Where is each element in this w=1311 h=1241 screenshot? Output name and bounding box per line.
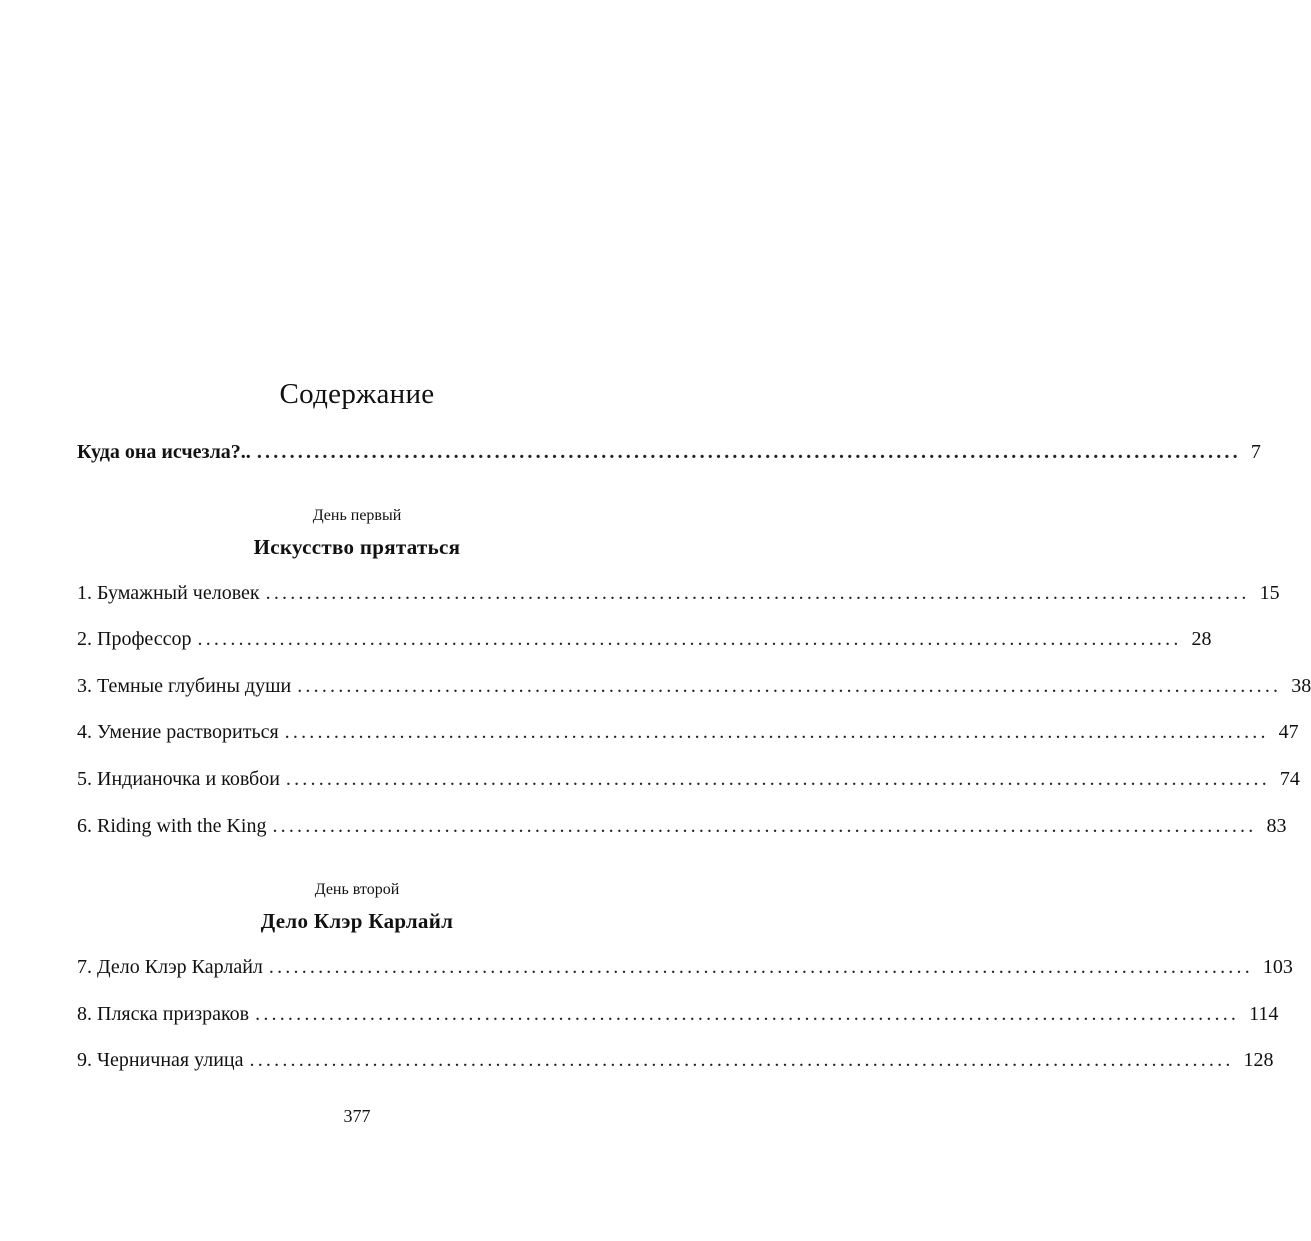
page-number: 377 <box>343 1106 371 1126</box>
toc-entry-title: 1. Бумажный человек <box>77 582 260 604</box>
toc-entry-title: Куда она исчезла?.. <box>77 441 251 463</box>
toc-entry[interactable] <box>77 768 1300 798</box>
toc-entry-page: 128 <box>1243 1049 1274 1071</box>
toc-entry-title: 9. Черничная улица <box>77 1049 244 1071</box>
toc-entry[interactable] <box>77 1003 1279 1033</box>
toc-entry[interactable] <box>77 628 1212 658</box>
toc-entry[interactable] <box>77 956 1293 986</box>
dot-leader: ........................................................................................................................ <box>255 1003 1240 1025</box>
toc-entry-title: 5. Индианочка и ковбои <box>77 768 280 790</box>
toc-entry-intro[interactable] <box>77 441 1261 471</box>
toc-entry[interactable] <box>77 675 1311 705</box>
toc-entry-page: 103 <box>1262 956 1293 978</box>
toc-entry-title: 6. Riding with the King <box>77 815 267 837</box>
dot-leader: ........................................................................................................................ <box>268 956 1253 978</box>
dot-leader: ........................................................................................................................ <box>256 441 1241 463</box>
dot-leader: ........................................................................................................................ <box>197 628 1182 650</box>
toc-entry-title: 2. Профессор <box>77 628 192 650</box>
toc-entry-page: 15 <box>1259 582 1280 604</box>
toc-entry[interactable] <box>77 582 1280 612</box>
toc-entry-page: 114 <box>1249 1003 1279 1025</box>
toc-entry[interactable] <box>77 721 1299 751</box>
part-heading: Искусство прятаться <box>253 535 461 559</box>
dot-leader: ........................................................................................................................ <box>265 582 1250 604</box>
toc-entry-page: 7 <box>1250 441 1261 463</box>
toc-entry-page: 47 <box>1278 721 1299 743</box>
dot-leader: ........................................................................................................................ <box>284 721 1269 743</box>
toc-entry[interactable] <box>77 815 1287 845</box>
part-label: День первый <box>312 507 402 524</box>
page-title: Содержание <box>279 378 435 410</box>
dot-leader: ........................................................................................................................ <box>272 815 1257 837</box>
dot-leader: ........................................................................................................................ <box>249 1049 1234 1071</box>
toc-entry-title: 3. Темные глубины души <box>77 675 292 697</box>
part-heading: Дело Клэр Карлайл <box>260 909 454 933</box>
toc-entry-page: 28 <box>1191 628 1212 650</box>
part-label: День второй <box>314 881 400 898</box>
toc-entry-title: 4. Умение раствориться <box>77 721 279 743</box>
toc-entry-title: 7. Дело Клэр Карлайл <box>77 956 263 978</box>
toc-entry-page: 38 <box>1291 675 1311 697</box>
toc-entry-page: 74 <box>1279 768 1300 790</box>
toc-entry[interactable] <box>77 1049 1274 1079</box>
toc-entry-title: 8. Пляска призраков <box>77 1003 250 1025</box>
toc-entry-page: 83 <box>1266 815 1287 837</box>
dot-leader: ........................................................................................................................ <box>285 768 1270 790</box>
dot-leader: ........................................................................................................................ <box>297 675 1282 697</box>
